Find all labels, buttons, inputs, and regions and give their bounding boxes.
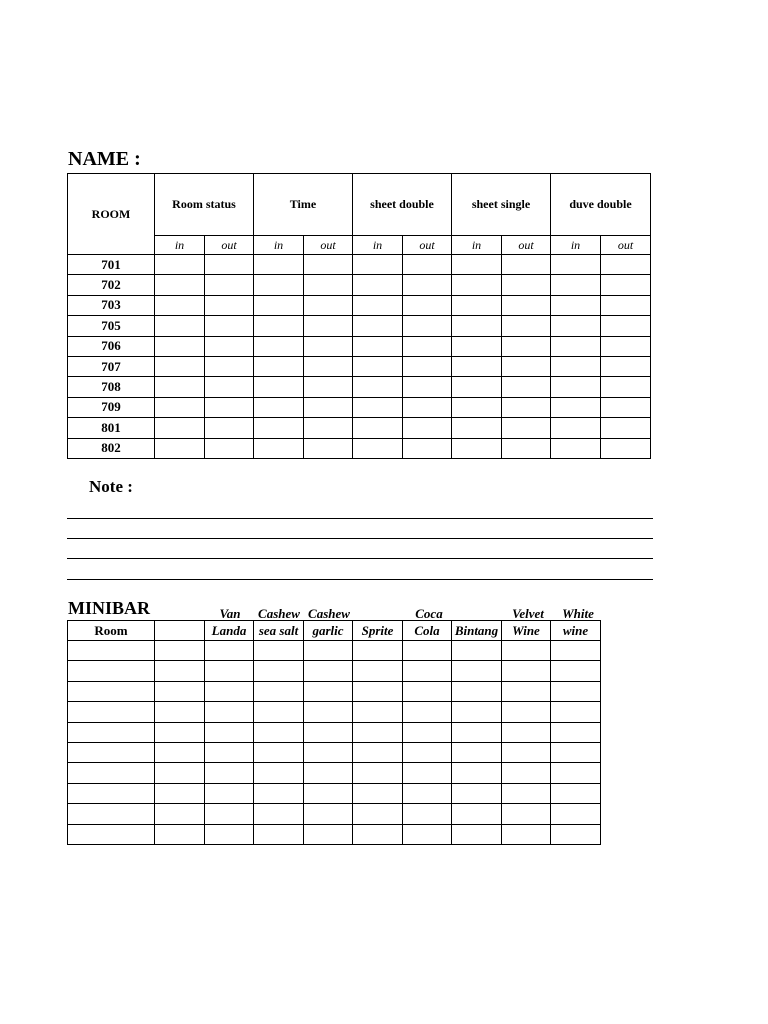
minibar-column-header — [155, 621, 205, 641]
group-header-sheet-double: sheet double — [353, 174, 452, 236]
minibar-cell[interactable] — [205, 661, 254, 681]
minibar-cell[interactable] — [353, 763, 403, 783]
note-line — [67, 558, 653, 559]
checklist-cell[interactable] — [452, 255, 502, 275]
minibar-cell[interactable] — [254, 722, 304, 742]
minibar-cell[interactable] — [502, 763, 551, 783]
checklist-cell[interactable] — [155, 295, 205, 315]
minibar-cell[interactable] — [452, 722, 502, 742]
minibar-cell[interactable] — [403, 742, 452, 762]
checklist-cell[interactable] — [353, 336, 403, 356]
minibar-column-header: Wine — [502, 621, 551, 641]
minibar-cell[interactable] — [155, 804, 205, 824]
checklist-cell[interactable] — [254, 336, 304, 356]
minibar-cell[interactable] — [304, 681, 353, 701]
minibar-cell[interactable] — [155, 641, 205, 661]
minibar-cell[interactable] — [155, 763, 205, 783]
checklist-cell[interactable] — [304, 316, 353, 336]
room-row — [68, 295, 651, 315]
checklist-cell[interactable] — [551, 418, 601, 438]
minibar-cell[interactable] — [452, 783, 502, 803]
checklist-cell[interactable] — [502, 418, 551, 438]
minibar-cell[interactable] — [353, 661, 403, 681]
minibar-caption-top: Cashew — [258, 606, 300, 621]
note-line — [67, 579, 653, 580]
room-row — [68, 336, 651, 356]
checklist-cell[interactable] — [205, 295, 254, 315]
checklist-cell[interactable] — [205, 255, 254, 275]
minibar-cell[interactable] — [155, 722, 205, 742]
minibar-column-header: Bintang — [452, 621, 502, 641]
checklist-cell[interactable] — [353, 377, 403, 397]
minibar-cell[interactable] — [68, 681, 155, 701]
checklist-cell[interactable] — [254, 377, 304, 397]
minibar-cell[interactable] — [403, 783, 452, 803]
minibar-row — [68, 824, 601, 844]
minibar-cell[interactable] — [452, 681, 502, 701]
minibar-cell[interactable] — [304, 661, 353, 681]
sub-header-out: out — [403, 236, 452, 255]
checklist-cell[interactable] — [254, 255, 304, 275]
minibar-cell[interactable] — [502, 661, 551, 681]
minibar-cell[interactable] — [304, 763, 353, 783]
group-header-time: Time — [254, 174, 353, 236]
checklist-cell[interactable] — [304, 377, 353, 397]
minibar-column-header: sea salt — [254, 621, 304, 641]
minibar-cell[interactable] — [304, 702, 353, 722]
checklist-cell[interactable] — [403, 316, 452, 336]
checklist-cell[interactable] — [353, 438, 403, 458]
sub-header-out: out — [205, 236, 254, 255]
checklist-cell[interactable] — [254, 397, 304, 417]
checklist-cell[interactable] — [502, 377, 551, 397]
checklist-cell[interactable] — [502, 295, 551, 315]
minibar-cell[interactable] — [551, 804, 601, 824]
minibar-cell[interactable] — [68, 661, 155, 681]
minibar-cell[interactable] — [254, 763, 304, 783]
checklist-cell[interactable] — [403, 255, 452, 275]
minibar-column-header: Cola — [403, 621, 452, 641]
minibar-cell[interactable] — [452, 824, 502, 844]
minibar-cell[interactable] — [403, 824, 452, 844]
minibar-cell[interactable] — [254, 742, 304, 762]
minibar-cell[interactable] — [551, 681, 601, 701]
minibar-row — [68, 804, 601, 824]
minibar-cell[interactable] — [68, 763, 155, 783]
group-header-duve-double: duve double — [551, 174, 651, 236]
room-row — [68, 316, 651, 336]
checklist-cell[interactable] — [304, 255, 353, 275]
checklist-cell[interactable] — [205, 397, 254, 417]
checklist-cell[interactable] — [551, 336, 601, 356]
checklist-cell[interactable] — [403, 356, 452, 376]
minibar-cell[interactable] — [353, 824, 403, 844]
minibar-cell[interactable] — [205, 763, 254, 783]
checklist-cell[interactable] — [254, 438, 304, 458]
group-header-sheet-single: sheet single — [452, 174, 551, 236]
minibar-cell[interactable] — [155, 702, 205, 722]
minibar-cell[interactable] — [502, 783, 551, 803]
room-number: 701 — [68, 255, 155, 275]
checklist-cell[interactable] — [304, 295, 353, 315]
minibar-cell[interactable] — [254, 783, 304, 803]
checklist-cell[interactable] — [502, 316, 551, 336]
minibar-caption-top: Coca — [415, 606, 443, 621]
checklist-cell[interactable] — [254, 316, 304, 336]
checklist-cell[interactable] — [502, 275, 551, 295]
minibar-row — [68, 722, 601, 742]
minibar-cell[interactable] — [205, 804, 254, 824]
minibar-cell[interactable] — [205, 722, 254, 742]
minibar-cell[interactable] — [68, 641, 155, 661]
minibar-cell[interactable] — [452, 661, 502, 681]
minibar-cell[interactable] — [502, 824, 551, 844]
minibar-room-header: Room — [68, 621, 155, 641]
minibar-column-header: Sprite — [353, 621, 403, 641]
minibar-cell[interactable] — [502, 804, 551, 824]
checklist-cell[interactable] — [452, 336, 502, 356]
checklist-cell[interactable] — [601, 255, 651, 275]
checklist-cell[interactable] — [353, 316, 403, 336]
checklist-cell[interactable] — [551, 356, 601, 376]
checklist-cell[interactable] — [304, 275, 353, 295]
checklist-cell[interactable] — [205, 418, 254, 438]
checklist-cell[interactable] — [502, 255, 551, 275]
minibar-table — [67, 620, 601, 845]
room-number: 708 — [68, 377, 155, 397]
minibar-cell[interactable] — [205, 742, 254, 762]
minibar-cell[interactable] — [551, 661, 601, 681]
checklist-cell[interactable] — [254, 418, 304, 438]
minibar-column-header: wine — [551, 621, 601, 641]
checklist-cell[interactable] — [155, 377, 205, 397]
checklist-cell[interactable] — [254, 295, 304, 315]
name-label: NAME : — [68, 148, 141, 170]
checklist-cell[interactable] — [205, 356, 254, 376]
checklist-cell[interactable] — [155, 438, 205, 458]
group-header-room-status: Room status — [155, 174, 254, 236]
minibar-caption-top: White — [562, 606, 594, 621]
minibar-cell[interactable] — [353, 702, 403, 722]
minibar-cell[interactable] — [155, 783, 205, 803]
checklist-cell[interactable] — [353, 418, 403, 438]
minibar-cell[interactable] — [403, 641, 452, 661]
minibar-cell[interactable] — [205, 783, 254, 803]
checklist-cell[interactable] — [551, 316, 601, 336]
checklist-cell[interactable] — [551, 438, 601, 458]
checklist-cell[interactable] — [601, 356, 651, 376]
checklist-cell[interactable] — [452, 438, 502, 458]
minibar-cell[interactable] — [68, 783, 155, 803]
checklist-cell[interactable] — [601, 397, 651, 417]
checklist-cell[interactable] — [502, 356, 551, 376]
minibar-cell[interactable] — [254, 804, 304, 824]
checklist-cell[interactable] — [452, 295, 502, 315]
sub-header-in: in — [254, 236, 304, 255]
minibar-cell[interactable] — [68, 742, 155, 762]
checklist-cell[interactable] — [353, 275, 403, 295]
checklist-cell[interactable] — [551, 255, 601, 275]
room-row — [68, 255, 651, 275]
minibar-cell[interactable] — [304, 804, 353, 824]
minibar-cell[interactable] — [205, 702, 254, 722]
minibar-cell[interactable] — [68, 722, 155, 742]
checklist-cell[interactable] — [601, 295, 651, 315]
checklist-cell[interactable] — [304, 418, 353, 438]
checklist-cell[interactable] — [601, 418, 651, 438]
minibar-row — [68, 681, 601, 701]
minibar-cell[interactable] — [68, 804, 155, 824]
minibar-cell[interactable] — [551, 702, 601, 722]
minibar-cell[interactable] — [155, 824, 205, 844]
minibar-cell[interactable] — [353, 641, 403, 661]
minibar-cell[interactable] — [403, 681, 452, 701]
checklist-cell[interactable] — [304, 438, 353, 458]
room-number: 802 — [68, 438, 155, 458]
checklist-cell[interactable] — [403, 275, 452, 295]
checklist-cell[interactable] — [452, 316, 502, 336]
room-number: 702 — [68, 275, 155, 295]
minibar-cell[interactable] — [403, 722, 452, 742]
checklist-cell[interactable] — [601, 377, 651, 397]
checklist-cell[interactable] — [353, 255, 403, 275]
minibar-cell[interactable] — [304, 641, 353, 661]
checklist-cell[interactable] — [452, 356, 502, 376]
checklist-cell[interactable] — [452, 377, 502, 397]
minibar-cell[interactable] — [353, 783, 403, 803]
checklist-cell[interactable] — [304, 397, 353, 417]
checklist-cell[interactable] — [155, 316, 205, 336]
checklist-cell[interactable] — [601, 438, 651, 458]
checklist-cell[interactable] — [205, 377, 254, 397]
note-label: Note : — [89, 477, 133, 496]
minibar-cell[interactable] — [254, 824, 304, 844]
minibar-row — [68, 641, 601, 661]
minibar-cell[interactable] — [304, 722, 353, 742]
minibar-cell[interactable] — [551, 742, 601, 762]
minibar-cell[interactable] — [254, 661, 304, 681]
minibar-cell[interactable] — [304, 742, 353, 762]
minibar-cell[interactable] — [205, 681, 254, 701]
minibar-caption-top: Van — [219, 606, 241, 621]
checklist-cell[interactable] — [403, 336, 452, 356]
room-number: 801 — [68, 418, 155, 438]
minibar-cell[interactable] — [551, 763, 601, 783]
minibar-cell[interactable] — [551, 783, 601, 803]
checklist-cell[interactable] — [205, 275, 254, 295]
room-checklist-table — [67, 173, 651, 459]
minibar-cell[interactable] — [304, 783, 353, 803]
room-row — [68, 397, 651, 417]
checklist-cell[interactable] — [353, 356, 403, 376]
minibar-cell[interactable] — [502, 742, 551, 762]
minibar-cell[interactable] — [403, 702, 452, 722]
minibar-cell[interactable] — [68, 824, 155, 844]
checklist-cell[interactable] — [304, 356, 353, 376]
room-row — [68, 418, 651, 438]
minibar-cell[interactable] — [551, 722, 601, 742]
room-row — [68, 438, 651, 458]
checklist-cell[interactable] — [254, 275, 304, 295]
checklist-cell[interactable] — [502, 397, 551, 417]
checklist-cell[interactable] — [502, 438, 551, 458]
checklist-cell[interactable] — [353, 397, 403, 417]
checklist-cell[interactable] — [551, 397, 601, 417]
minibar-cell[interactable] — [254, 641, 304, 661]
minibar-cell[interactable] — [353, 742, 403, 762]
minibar-cell[interactable] — [205, 824, 254, 844]
sub-header-out: out — [502, 236, 551, 255]
minibar-cell[interactable] — [403, 661, 452, 681]
checklist-cell[interactable] — [155, 397, 205, 417]
checklist-cell[interactable] — [403, 438, 452, 458]
room-row — [68, 356, 651, 376]
minibar-cell[interactable] — [155, 681, 205, 701]
checklist-cell[interactable] — [155, 356, 205, 376]
minibar-cell[interactable] — [353, 804, 403, 824]
checklist-cell[interactable] — [155, 275, 205, 295]
minibar-cell[interactable] — [68, 702, 155, 722]
room-number: 703 — [68, 295, 155, 315]
room-number: 705 — [68, 316, 155, 336]
minibar-cell[interactable] — [155, 661, 205, 681]
sub-header-in: in — [155, 236, 205, 255]
minibar-cell[interactable] — [353, 722, 403, 742]
minibar-cell[interactable] — [205, 641, 254, 661]
checklist-cell[interactable] — [452, 397, 502, 417]
checklist-cell[interactable] — [403, 377, 452, 397]
sub-header-in: in — [353, 236, 403, 255]
sub-header-in: in — [452, 236, 502, 255]
minibar-cell[interactable] — [452, 742, 502, 762]
minibar-cell[interactable] — [452, 641, 502, 661]
checklist-cell[interactable] — [551, 275, 601, 295]
minibar-row — [68, 783, 601, 803]
minibar-row — [68, 702, 601, 722]
minibar-label: MINIBAR — [68, 598, 151, 618]
minibar-cell[interactable] — [452, 804, 502, 824]
minibar-column-header: Landa — [205, 621, 254, 641]
minibar-cell[interactable] — [155, 742, 205, 762]
checklist-cell[interactable] — [205, 316, 254, 336]
minibar-cell[interactable] — [452, 763, 502, 783]
room-row — [68, 275, 651, 295]
checklist-cell[interactable] — [403, 397, 452, 417]
sub-header-out: out — [304, 236, 353, 255]
sub-header-in: in — [551, 236, 601, 255]
room-number: 709 — [68, 397, 155, 417]
checklist-cell[interactable] — [601, 336, 651, 356]
checklist-cell[interactable] — [205, 336, 254, 356]
minibar-cell[interactable] — [353, 681, 403, 701]
minibar-cell[interactable] — [551, 641, 601, 661]
checklist-cell[interactable] — [155, 255, 205, 275]
minibar-cell[interactable] — [403, 804, 452, 824]
checklist-cell[interactable] — [502, 336, 551, 356]
minibar-row — [68, 742, 601, 762]
checklist-cell[interactable] — [601, 275, 651, 295]
minibar-cell[interactable] — [502, 641, 551, 661]
checklist-cell[interactable] — [403, 295, 452, 315]
checklist-cell[interactable] — [452, 418, 502, 438]
room-row — [68, 377, 651, 397]
minibar-cell[interactable] — [403, 763, 452, 783]
minibar-row — [68, 661, 601, 681]
room-number: 707 — [68, 356, 155, 376]
minibar-caption-top: Cashew — [308, 606, 350, 621]
checklist-cell[interactable] — [254, 356, 304, 376]
checklist-cell[interactable] — [353, 295, 403, 315]
room-number: 706 — [68, 336, 155, 356]
minibar-column-header: garlic — [304, 621, 353, 641]
checklist-cell[interactable] — [155, 336, 205, 356]
minibar-cell[interactable] — [502, 702, 551, 722]
minibar-cell[interactable] — [452, 702, 502, 722]
minibar-cell[interactable] — [551, 824, 601, 844]
checklist-cell[interactable] — [304, 336, 353, 356]
minibar-cell[interactable] — [304, 824, 353, 844]
minibar-cell[interactable] — [254, 681, 304, 701]
minibar-cell[interactable] — [502, 722, 551, 742]
checklist-cell[interactable] — [452, 275, 502, 295]
minibar-cell[interactable] — [502, 681, 551, 701]
note-line — [67, 518, 653, 519]
room-column-header: ROOM — [68, 174, 155, 255]
checklist-cell[interactable] — [601, 316, 651, 336]
minibar-row — [68, 763, 601, 783]
minibar-caption-top: Velvet — [512, 606, 544, 621]
minibar-cell[interactable] — [254, 702, 304, 722]
sub-header-out: out — [601, 236, 651, 255]
checklist-cell[interactable] — [551, 377, 601, 397]
checklist-cell[interactable] — [403, 418, 452, 438]
checklist-cell[interactable] — [205, 438, 254, 458]
checklist-cell[interactable] — [551, 295, 601, 315]
checklist-cell[interactable] — [155, 418, 205, 438]
note-line — [67, 538, 653, 539]
